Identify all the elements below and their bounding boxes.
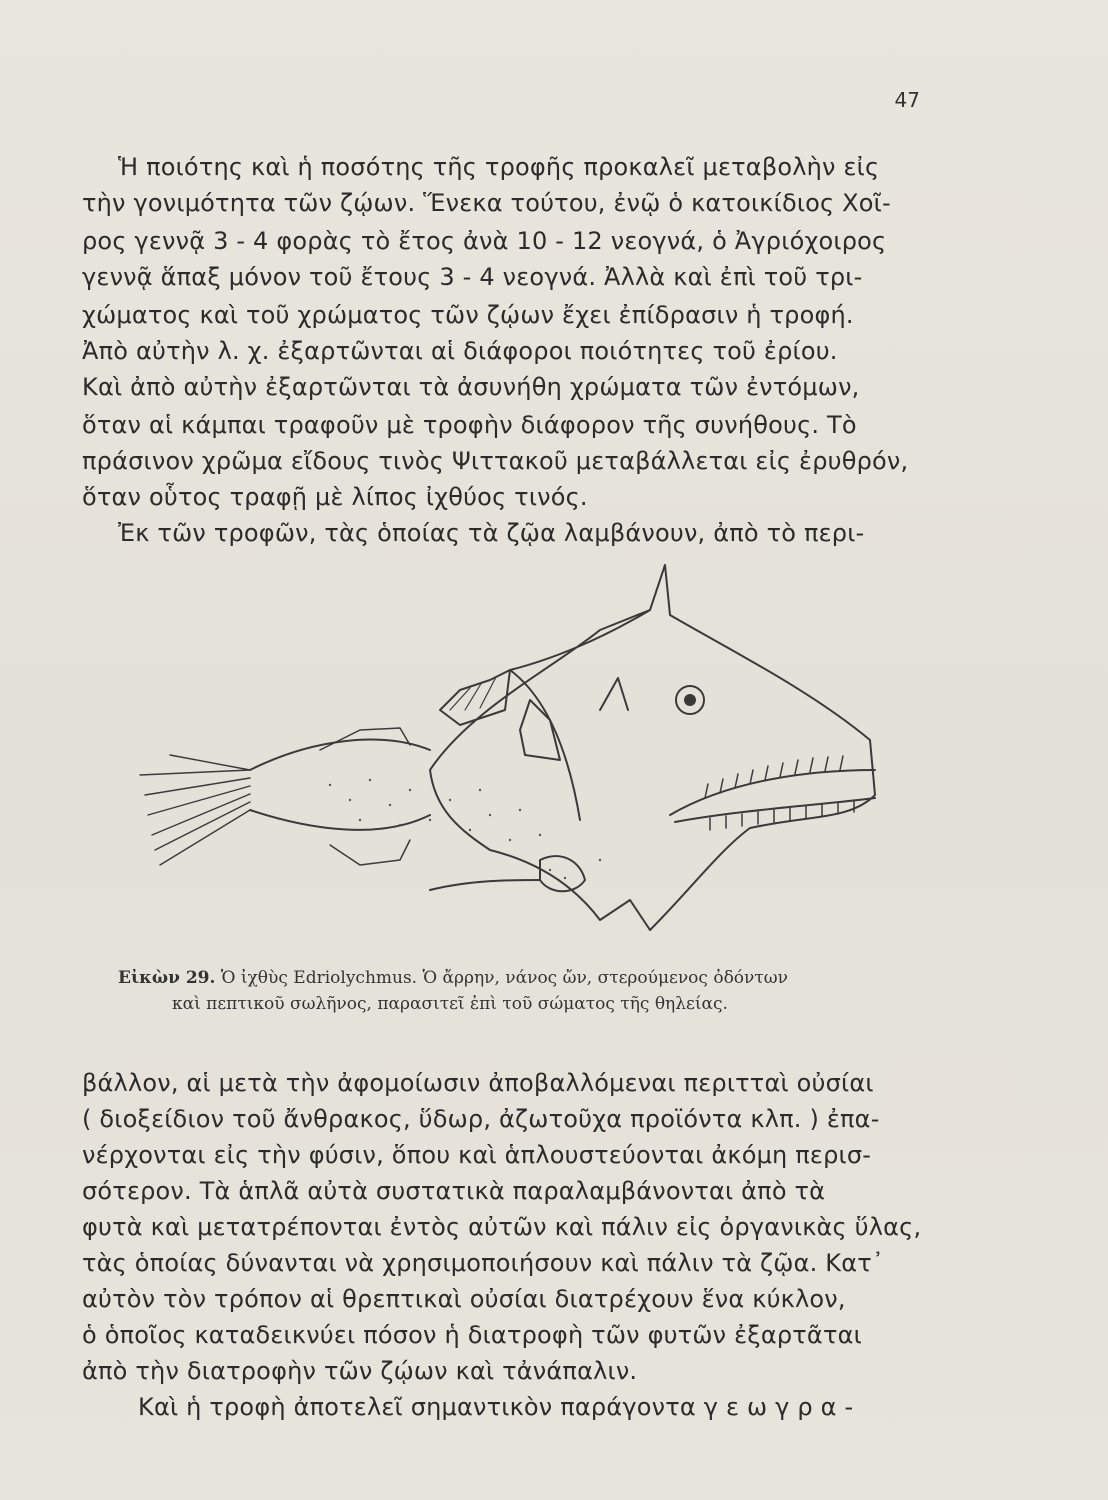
figure-caption xyxy=(118,968,788,988)
text-line: Ἡ ποιότης καὶ ἡ ποσότης τῆς τροφῆς προκαλεῖ μεταβολὴν εἰς xyxy=(118,153,880,181)
text-line: ( διοξείδιον τοῦ ἄνθρακος, ὕδωρ, ἀζωτοῦχα προϊόντα κλπ. ) ἐπα- xyxy=(82,1105,880,1133)
text-line: ὅταν αἱ κάμπαι τραφοῦν μὲ τροφὴν διάφορον τῆς συνήθους. Τὸ xyxy=(82,411,857,439)
text-line: πράσινον χρῶμα εἴδους τινὸς Ψιττακοῦ μεταβάλλεται εἰς ἐρυθρόν, xyxy=(82,447,909,475)
text-line: ὅταν οὗτος τραφῇ μὲ λίπος ἰχθύος τινός. xyxy=(82,483,588,511)
text-line: ὁ ὁποῖος καταδεικνύει πόσον ἡ διατροφὴ τῶν φυτῶν ἐξαρτᾶται xyxy=(82,1321,862,1349)
text-line: Καὶ ἀπὸ αὐτὴν ἐξαρτῶνται τὰ ἀσυνήθη χρώματα τῶν ἐντόμων, xyxy=(82,373,860,401)
text-line: νέρχονται εἰς τὴν φύσιν, ὅπου καὶ ἁπλουστεύονται ἀκόμη περισ- xyxy=(82,1141,872,1169)
text-line: βάλλον, αἱ μετὰ τὴν ἀφομοίωσιν ἀποβαλλόμεναι περιτταὶ οὐσίαι xyxy=(82,1069,874,1097)
text-line: φυτὰ καὶ μετατρέπονται ἐντὸς αὐτῶν καὶ πάλιν εἰς ὀργανικὰς ὕλας, xyxy=(82,1213,922,1241)
figure-label: Εἰκὼν 29. xyxy=(118,968,216,988)
text-line: Ἀπὸ αὐτὴν λ. χ. ἐξαρτῶνται αἱ διάφοροι ποιότητες τοῦ ἐρίου. xyxy=(82,337,838,365)
text-line: γεννᾷ ἅπαξ μόνον τοῦ ἔτους 3 - 4 νεογνά. Ἀλλὰ καὶ ἐπὶ τοῦ τρι- xyxy=(82,263,863,291)
text-line: τὴν γονιμότητα τῶν ζῴων. Ἕνεκα τούτου, ἐνῷ ὁ κατοικίδιος Χοῖ- xyxy=(82,189,891,217)
text-line: Ἐκ τῶν τροφῶν, τὰς ὁποίας τὰ ζῷα λαμβάνουν, ἀπὸ τὸ περι- xyxy=(118,519,865,547)
text-line: αὐτὸν τὸν τρόπον αἱ θρεπτικαὶ οὐσίαι διατρέχουν ἕνα κύκλον, xyxy=(82,1285,846,1313)
page-number: 47 xyxy=(894,88,920,112)
figure-caption-line2: καὶ πεπτικοῦ σωλῆνος, παρασιτεῖ ἐπὶ τοῦ σώματος τῆς θηλείας. xyxy=(172,994,728,1014)
text-line: σότερον. Τὰ ἁπλᾶ αὐτὰ συστατικὰ παραλαμβάνονται ἀπὸ τὰ xyxy=(82,1177,826,1205)
fish-illustration xyxy=(130,560,890,960)
text-line: ρος γεννᾷ 3 - 4 φορὰς τὸ ἔτος ἀνὰ 10 - 12 νεογνά, ὁ Ἀγριόχοιρος xyxy=(82,227,887,255)
figure-caption-line1: Ὁ ἰχθὺς Edriolychmus. Ὁ ἄρρην, νάνος ὤν, στερούμενος ὀδόντων xyxy=(220,968,788,988)
text-line: Καὶ ἡ τροφὴ ἀποτελεῖ σημαντικὸν παράγοντα γ ε ω γ ρ α - xyxy=(138,1393,854,1421)
text-line: ἀπὸ τὴν διατροφὴν τῶν ζῴων καὶ τἀνάπαλιν. xyxy=(82,1357,638,1385)
edriolychnus-drawing xyxy=(130,560,890,960)
text-line: τὰς ὁποίας δύνανται νὰ χρησιμοποιήσουν καὶ πάλιν τὰ ζῷα. Κατ᾽ xyxy=(82,1249,885,1277)
text-line: χώματος καὶ τοῦ χρώματος τῶν ζῴων ἔχει ἐπίδρασιν ἡ τροφή. xyxy=(82,301,854,329)
